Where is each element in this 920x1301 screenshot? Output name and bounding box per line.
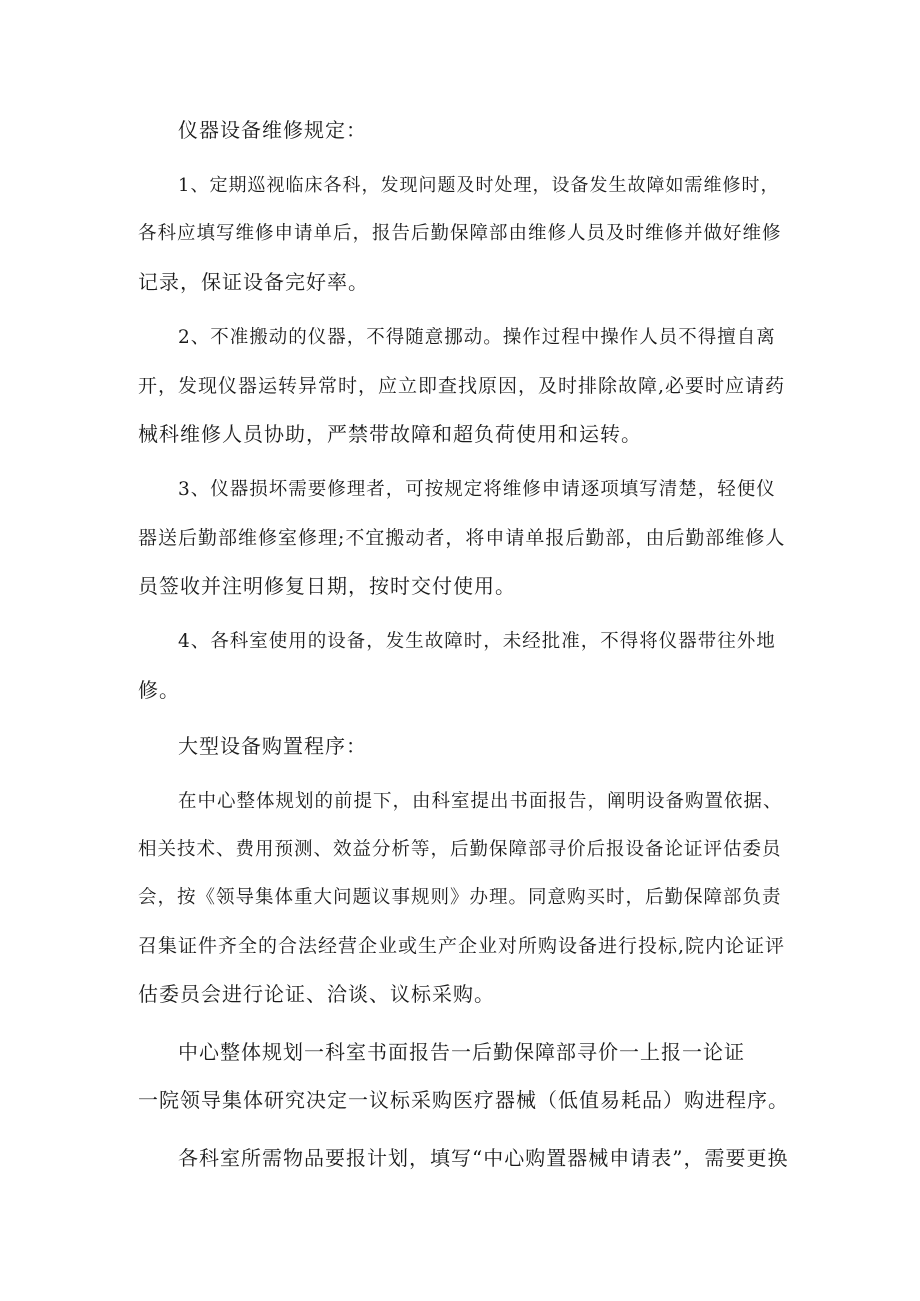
item1-line2: 各科应填写维修申请单后，报告后勤保障部由维修人员及时维修并做好维修 [138, 223, 782, 244]
item1-line1: 1、定期巡视临床各科，发现问题及时处理，设备发生故障如需维修时， [178, 175, 780, 196]
item4-line2: 修。 [138, 678, 180, 702]
item3-line2: 器送后勤部维修室修理;不宜搬动者，将申请单报后勤部，由后勤部维修人 [138, 527, 786, 549]
purchase-line5: 估委员会进行论证、洽谈、议标采购。 [138, 982, 495, 1006]
item3-line1: 3、仪器损坏需要修理者，可按规定将维修申请逐项填写清楚，轻便仪 [178, 479, 776, 500]
purchase-line1: 在中心整体规划的前提下，由科室提出书面报告，阐明设备购置依据、 [178, 791, 783, 812]
document-body [138, 110, 790, 1170]
item1-line3: 记录，保证设备完好率。 [138, 270, 369, 294]
purchase-line2: 相关技术、费用预测、效益分析等，后勤保障部寻价后报设备论证评估委员 [138, 839, 782, 860]
item2-line2: 开，发现仪器运转异常时，应立即查找原因，及时排除故障,必要时应请药 [138, 375, 786, 397]
heading-repair-rules: 仪器设备维修规定： [178, 118, 367, 142]
item2-line3: 械科维修人员协助，严禁带故障和超负荷使用和运转。 [138, 422, 642, 446]
flow-line1: 中心整体规划一科室书面报告一后勤保障部寻价一上报一论证 [178, 1040, 745, 1064]
item3-line3: 员签收并注明修复日期，按时交付使用。 [138, 574, 516, 598]
item2-line1: 2、不准搬动的仪器，不得随意挪动。操作过程中操作人员不得擅自离 [178, 327, 776, 348]
purchase-line3: 会，按《领导集体重大问题议事规则》办理。同意购买时，后勤保障部负责 [138, 887, 782, 908]
purchase-line4: 召集证件齐全的合法经营企业或生产企业对所购设备进行投标,院内论证评 [138, 935, 786, 957]
heading-purchase-procedure: 大型设备购置程序： [178, 734, 367, 758]
last-para-line1: 各科室所需物品要报计划，填写“中心购置器械申请表”，需要更换 [178, 1146, 789, 1170]
item4-line1: 4、各科室使用的设备，发生故障时，未经批准，不得将仪器带往外地 [178, 631, 776, 652]
flow-line2: 一院领导集体研究决定一议标采购医疗器械（低值易耗品）购进程序。 [138, 1088, 789, 1112]
